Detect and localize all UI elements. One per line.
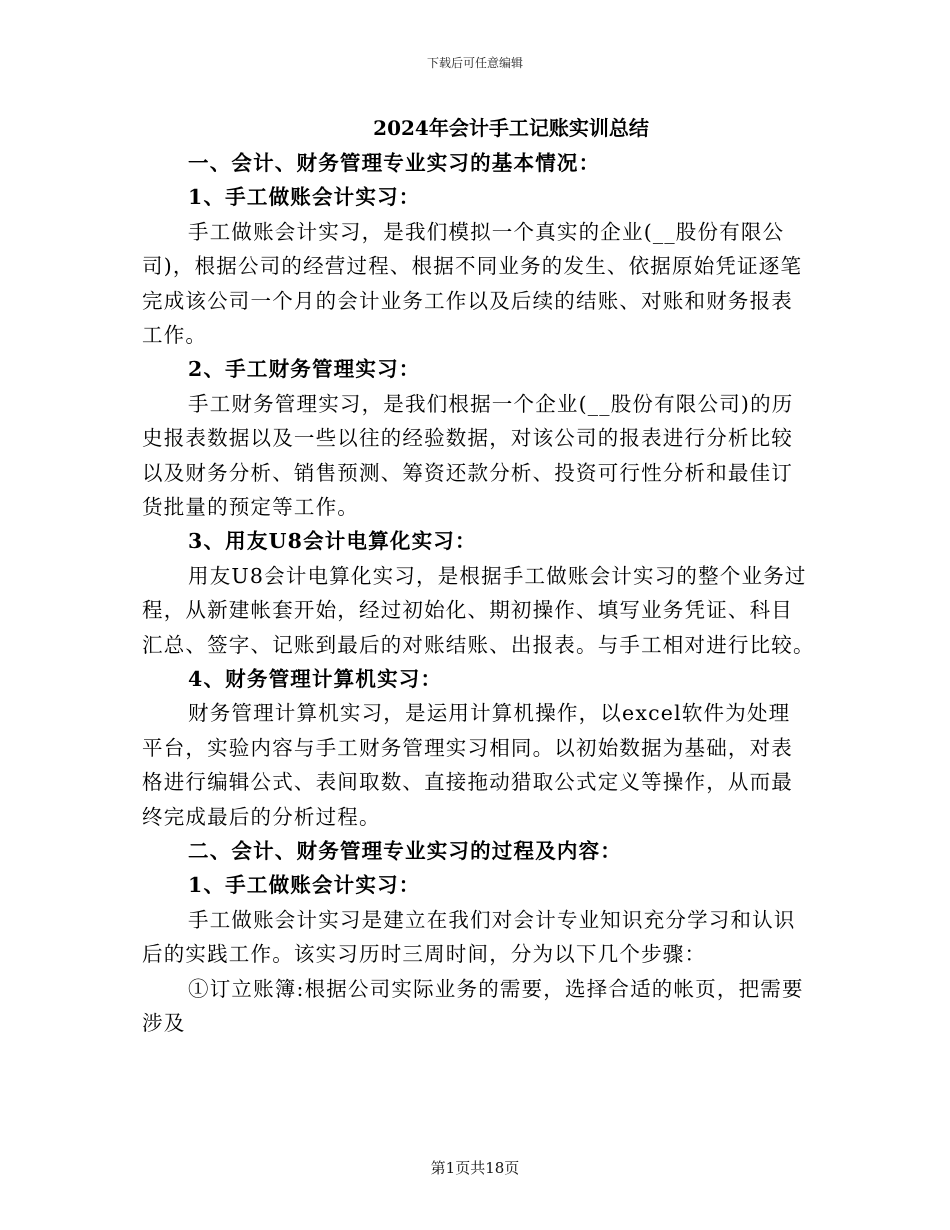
paragraph-2-1-step-1 xyxy=(142,972,810,1041)
paragraph-line: 程，从新建帐套开始，经过初始化、期初操作、填写业务凭证、科目 xyxy=(142,598,793,623)
page-number-footer: 第1页共18页 xyxy=(430,1159,520,1177)
subsection-heading-2-1: 1、手工做账会计实习： xyxy=(188,873,421,898)
paragraph-line: 手工财务管理实习，是我们根据一个企业(__股份有限公司)的历 xyxy=(188,391,794,416)
paragraph-line: 货批量的预定等工作。 xyxy=(142,495,359,520)
section-heading-2: 二、会计、财务管理专业实习的过程及内容： xyxy=(188,839,622,864)
subsection-heading-1-4: 4、财务管理计算机实习： xyxy=(188,667,443,692)
paragraph-1-2 xyxy=(142,387,810,525)
paragraph-line: 格进行编辑公式、表间取数、直接拖动猎取公式定义等操作，从而最 xyxy=(142,770,793,795)
paragraph-line: 终完成最后的分析过程。 xyxy=(142,804,381,829)
paragraph-line: 以及财务分析、销售预测、筹资还款分析、投资可行性分析和最佳订 xyxy=(142,460,793,485)
paragraph-line: 涉及 xyxy=(142,1011,186,1036)
paragraph-1-3 xyxy=(142,559,815,662)
paragraph-line: ①订立账簿:根据公司实际业务的需要，选择合适的帐页，把需要 xyxy=(188,976,804,1001)
paragraph-line: 司)，根据公司的经营过程、根据不同业务的发生、依据原始凭证逐笔 xyxy=(142,254,803,279)
paragraph-line: 史报表数据以及一些以往的经验数据，对该公司的报表进行分析比较 xyxy=(142,426,793,451)
document-body xyxy=(142,110,815,1040)
subsection-heading-1-2: 2、手工财务管理实习： xyxy=(188,357,421,382)
paragraph-line: 平台，实验内容与手工财务管理实习相同。以初始数据为基础，对表 xyxy=(142,735,793,760)
paragraph-line: 用友U8会计电算化实习，是根据手工做账会计实习的整个业务过 xyxy=(188,563,807,588)
section-heading-1: 一、会计、财务管理专业实习的基本情况： xyxy=(188,151,601,175)
paragraph-line: 完成该公司一个月的会计业务工作以及后续的结账、对账和财务报表 xyxy=(142,288,793,313)
paragraph-line: 后的实践工作。该实习历时三周时间，分为以下几个步骤： xyxy=(142,942,707,967)
paragraph-1-1 xyxy=(142,215,810,353)
subsection-heading-1-1: 1、手工做账会计实习： xyxy=(188,185,421,210)
header-note: 下载后可任意编辑 xyxy=(426,56,523,70)
document-title: 2024年会计手工记账实训总结 xyxy=(373,116,649,140)
paragraph-1-4 xyxy=(142,696,810,834)
paragraph-line: 财务管理计算机实习，是运用计算机操作，以excel软件为处理 xyxy=(188,701,791,726)
paragraph-line: 工作。 xyxy=(142,323,208,347)
paragraph-2-1 xyxy=(142,903,810,972)
subsection-heading-1-3: 3、用友U8会计电算化实习： xyxy=(188,529,477,554)
paragraph-line: 手工做账会计实习是建立在我们对会计专业知识充分学习和认识 xyxy=(188,907,796,932)
paragraph-line: 手工做账会计实习，是我们模拟一个真实的企业(__股份有限公 xyxy=(188,219,785,244)
paragraph-line: 汇总、签字、记账到最后的对账结账、出报表。与手工相对进行比较。 xyxy=(142,632,815,657)
